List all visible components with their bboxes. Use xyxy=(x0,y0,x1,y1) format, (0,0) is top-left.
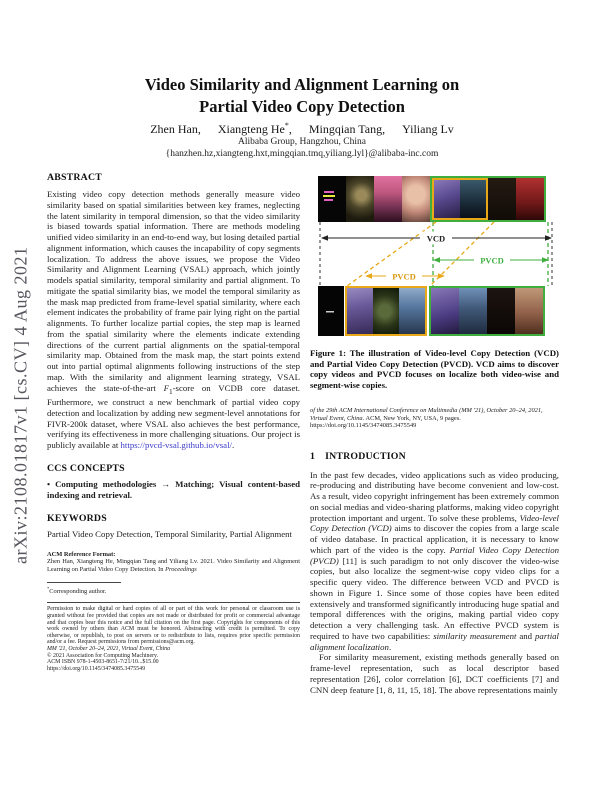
project-link[interactable]: https://pvcd-vsal.github.io/vsal/ xyxy=(120,440,232,450)
conference-doi-link[interactable]: https://doi.org/10.1145/3474085.3475549 xyxy=(310,422,417,430)
permission-rule xyxy=(47,602,300,603)
video-frame xyxy=(431,288,459,334)
video-frame xyxy=(488,178,516,220)
affiliation: Alibaba Group, Hangzhou, China xyxy=(238,137,366,147)
reference-video-strip xyxy=(318,286,545,336)
video-frame xyxy=(515,288,543,334)
author-emails: {hanzhen.hz,xiangteng.hxt,mingqian.tmq,yiliang.lyl}@alibaba-inc.com xyxy=(165,149,439,159)
right-column xyxy=(310,170,559,695)
introduction-paragraph-2: For similarity measurement, existing methods generally based on frame-level representation, such as local descriptor based representation [26], color correlation [6], DCT coefficients [7] and CNN deep feature [1, 8, 11, 15, 18]. The above representations mainly xyxy=(310,652,559,695)
video-frame xyxy=(460,180,486,218)
paper-title xyxy=(60,74,544,117)
acm-reference-label: ACM Reference Format: xyxy=(47,551,116,558)
permission-isbn: ACM ISBN 978-1-4503-8651-7/21/10...$15.00 xyxy=(47,659,159,666)
ccs-body: • Computing methodologies → Matching; Visual content-based indexing and retrieval. xyxy=(47,478,300,500)
vcd-label: VCD xyxy=(426,233,446,244)
author-2: Xiangteng He*, xyxy=(217,121,292,136)
arrowhead-left-icon xyxy=(433,257,440,263)
paper-title-line1: Video Similarity and Alignment Learning on xyxy=(144,75,460,94)
video-frame xyxy=(459,288,487,334)
acm-reference-format: ACM Reference Format: Zhen Han, Xiangteng He, Mingqian Tang and Yiliang Lv. 2021. Video Similarity and Alignment Learning on Partial Video Copy Detection. In Proceedings xyxy=(47,551,300,573)
paper-title-line2: Partial Video Copy Detection xyxy=(199,96,405,116)
author-list xyxy=(60,121,544,137)
yellow-copy-segment-box xyxy=(432,178,488,220)
figure-1 xyxy=(318,170,554,338)
video-frame xyxy=(434,180,460,218)
arxiv-sidebar-label: arXiv:2108.01817v1 [cs.CV] 4 Aug 2021 xyxy=(10,246,31,564)
pvcd-green-label: PVCD xyxy=(480,255,504,266)
permission-doi-link[interactable]: https://doi.org/10.1145/3474085.3475549 xyxy=(47,665,146,672)
abstract-heading: ABSTRACT xyxy=(47,172,102,183)
introduction-paragraph-1: In the past few decades, video applications such as video producing, re-producing and distributing have become convenient and low-cost. As a result, video copyright infringement has been extremely common on social medias and video-sharing platforms, making video copyright protection important and urgent. To solve these problems, Video-level Copy Detection (VCD) aims to discover the copies from a large scale of video database. In practical application, it is necessary to know which part of the video is the copy. Partial Video Copy Detection (PVCD) [11] is such paradigm to not only discover the video-wise copies, but also localize the segment-wise copy video clips for a specific query video. The difference between VCD and PVCD is shown in Figure 1. Since some of those copies have been edited extensively and transformed significantly introducing huge spatial and temporal differences with the origins, making partial video copy detection a very challenging task. An effective PVCD system is required to have two capabilities: similarity measurement and partial alignment localization. xyxy=(310,469,560,652)
permission-paragraph: Permission to make digital or hard copies of all or part of this work for personal or classroom use is granted without fee provided that copies are not made or distributed for profit or commercial advantage and that copies bear this notice and the full citation on the first page. Copyrights for components of this work owned by others than ACM must be honored. Abstracting with credit is permitted. To copy otherwise, or republish, to post on servers or to redistribute to lists, requires prior specific permission and/or a fee. Request permissions from permissions@acm.org. xyxy=(47,606,300,646)
video-frame xyxy=(402,176,430,222)
arrowhead-left-icon xyxy=(365,273,372,279)
video-frame xyxy=(374,176,402,222)
introduction-heading: 1 INTRODUCTION xyxy=(310,450,406,462)
footnote-rule xyxy=(47,582,121,583)
corresponding-author-footnote: *Corresponding author. xyxy=(47,586,107,596)
green-copy-segment-box xyxy=(429,286,545,336)
video-frame xyxy=(318,176,346,222)
corresponding-author-marker: * xyxy=(284,121,289,130)
video-frame xyxy=(346,176,374,222)
video-frame xyxy=(373,288,399,334)
keywords-heading: KEYWORDS xyxy=(47,513,107,525)
keywords-body: Partial Video Copy Detection, Temporal Similarity, Partial Alignment xyxy=(47,529,292,540)
permission-copyright: © 2021 Association for Computing Machinery. xyxy=(47,652,159,659)
yellow-copy-segment-box xyxy=(345,286,427,336)
left-column xyxy=(47,170,300,672)
query-video-strip xyxy=(318,176,546,222)
abstract-body: Existing video copy detection methods generally measure video similarity based on spatial similarities between key frames, neglecting the latent similarity in temporal dimension, so that the video similarity is biased towards spatial information. There are methods modeling unified video similarity in an end-to-end way, but losing detailed partial alignment information, which causes the incapability of copy segments localization. To address the above issues, we propose the Video Similarity and Alignment Learning (VSAL) approach, which jointly models spatial similarity, temporal similarity and partial alignment. To mitigate the spatial similarity bias, we model the temporal similarity as the mask map predicted from frame-level spatial similarity, where each element indicates the probability of frame pair lying right on the partial alignments. To further localize partial copies, the step map is learned from the spatial similarity where the elements indicate extending directions of the current partial alignments on the spatial-temporal similarity map. Obtained from the mask map, the start points extend out into partial optimal alignments following instructions of the step map. With the similarity and alignment learning strategy, VSAL achieves the state-of-the-art $F_1$-score on VCDB core dataset. Furthermore, we construct a new benchmark of partial video copy detection and localization by adding new segment-level annotations for FIVR-200k dataset, where VSAL also achieves the best performance, verifying its effectiveness in more challenging situations. Our project is publicly available at https://pvcd-vsal.github.io/vsal/. xyxy=(47,189,300,450)
author-4: Yiliang Lv xyxy=(402,122,454,136)
arrowhead-left-icon xyxy=(321,235,328,241)
author-1: Zhen Han, xyxy=(150,122,201,136)
pvcd-yellow-label: PVCD xyxy=(392,271,416,282)
permission-venue: MM '21, October 20–24, 2021, Virtual Event, China xyxy=(47,645,171,652)
video-frame xyxy=(399,288,425,334)
f1-score-symbol: F xyxy=(163,382,169,393)
video-frame xyxy=(318,286,344,336)
alignment-diagram xyxy=(318,222,554,286)
author-3: Mingqian Tang, xyxy=(308,122,386,136)
green-copy-segment-box xyxy=(430,176,546,222)
video-frame xyxy=(487,288,515,334)
video-frame xyxy=(347,288,373,334)
video-frame xyxy=(516,178,544,220)
figure-1-caption: Figure 1: The illustration of Video-level Copy Detection (VCD) and Partial Video Copy Detection (PVCD). VCD aims to discover copy videos and PVCD focuses on localize both video-wise and segment-wise copies. xyxy=(310,348,559,390)
ccs-heading: CCS CONCEPTS xyxy=(47,462,125,474)
conference-note: of the 29th ACM International Conference on Multimedia (MM '21), October 20–24, 2021, Virtual Event, China. ACM, New York, NY, USA, 9 pages. https://doi.org/10.1145/3474085.3475549 xyxy=(310,407,543,430)
